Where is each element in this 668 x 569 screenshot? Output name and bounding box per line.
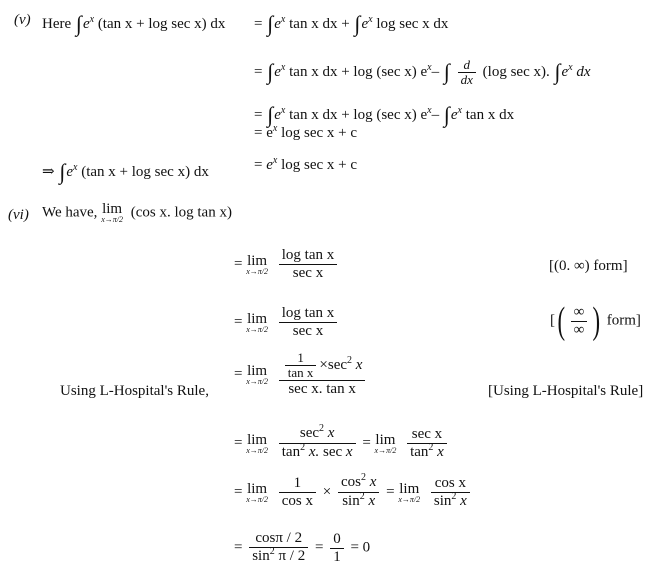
integral-sign-icon: ∫ xyxy=(443,59,450,84)
limit-operator: lim x→π/2 xyxy=(246,252,268,276)
integral-sign-icon: ∫ xyxy=(443,102,450,127)
integral-sign-icon: ∫ xyxy=(354,11,361,36)
fraction: $\frac{\infty}{\infty}$ xyxy=(571,304,588,339)
part-vi-step4: = lim x→π/2 $\frac{\sec^2 x}{\tan^2 x. \sec x}$ = lim x→π/2 $\frac{\text{sec x}}{\tan^2 x}$ xyxy=(234,425,450,462)
limit-operator: lim x→π/2 xyxy=(101,201,123,224)
limit-operator: lim x→π/2 xyxy=(246,431,268,455)
part-v-line2: = $\int e^x$ tan x dx + log (sec x) $e^x-$ ∫ $\frac{d}{dx}$ (log sec x). $\int e^x$ dx xyxy=(254,57,591,88)
part-vi-step3: = lim x→π/2 $\frac{1}{\text{tan x}}$ $\times\sec^2$ x sec x. tan x xyxy=(234,351,368,398)
part-v-line1-rhs: = $\int e^x$ tan x dx + $\int e^x$ log sec x dx xyxy=(254,11,449,36)
limit-operator: lim x→π/2 xyxy=(374,431,397,455)
integral-sign-icon: ∫ xyxy=(267,102,274,127)
fraction: $\frac{1}{\text{tan x}}$ xyxy=(285,351,317,380)
fraction: $\frac{\cos\pi / 2}{\sin^2 \pi / 2}$ xyxy=(249,530,308,566)
part-v-line1-lhs: Here $\int e^x$ (tan x + log sec x) dx xyxy=(42,11,226,36)
lhospital-note: [Using L-Hospital's Rule] xyxy=(488,383,644,399)
limit-operator: lim x→π/2 xyxy=(246,480,268,504)
integral-sign-icon: ∫ xyxy=(75,11,82,36)
integral-sign-icon: ∫ xyxy=(59,159,66,184)
fraction: $\frac{\text{sec x}}{\tan^2 x}$ xyxy=(407,426,447,462)
part-vi-step6: = $\frac{\cos\pi / 2}{\sin^2 \pi / 2}$ = $\frac{0}{1}$ = 0 xyxy=(234,530,371,565)
fraction: $\frac{\cos^2 x}{\sin^2 x}$ xyxy=(338,474,379,511)
form-zero-infinity: [(0. ∞) form] xyxy=(549,258,628,274)
part-v-final-rhs: = $e^x$ log sec x + c xyxy=(254,155,358,173)
limit-operator: lim x→π/2 xyxy=(398,480,421,504)
part-v-line4: = $e^x$ log sec x + c xyxy=(254,123,358,141)
derivative-fraction: $\frac{d}{dx}$ xyxy=(458,58,476,87)
part-vi-step2: = lim x→π/2 $\frac{\text{log tan x}}{\text{sec x}}$ xyxy=(234,305,340,340)
part-vi-intro: We have, lim x→π/2 (cos x. log tan x) xyxy=(42,201,232,224)
fraction: $\frac{1}{\text{cos x}}$ xyxy=(279,475,316,510)
implies-icon: ⇒ xyxy=(42,164,55,180)
compound-fraction: $\frac{1}{\text{tan x}}$ $\times\sec^2$ x sec x. tan x xyxy=(279,351,366,398)
part-vi-label: (vi) xyxy=(8,207,29,223)
integral-sign-icon: ∫ xyxy=(267,59,274,84)
fraction: $\frac{\text{log tan x}}{\text{sec x}}$ xyxy=(279,247,338,282)
integral-sign-icon: ∫ xyxy=(554,59,561,84)
part-vi-step1: = lim x→π/2 $\frac{\text{log tan x}}{\text{sec x}}$ xyxy=(234,247,340,282)
limit-operator: lim x→π/2 xyxy=(246,362,268,386)
part-v-final-lhs: ⇒ $\int e^x$ (tan x + log sec x) dx xyxy=(42,159,209,184)
integral-sign-icon: ∫ xyxy=(267,11,274,36)
part-vi-lhospital-label: Using L-Hospital's Rule, xyxy=(60,383,209,399)
form-infinity-over-infinity: [( $\frac{\infty}{\infty}$ ) form] xyxy=(550,300,641,342)
fraction: $\frac{\sec^2 x}{\tan^2 x. \sec x}$ xyxy=(279,425,356,462)
fraction: $\frac{\text{log tan x}}{\text{sec x}}$ xyxy=(279,305,338,340)
final-result: = 0 xyxy=(350,539,371,556)
fraction: $\frac{0}{1}$ xyxy=(330,531,344,566)
limit-operator: lim x→π/2 xyxy=(246,310,268,334)
part-v-line3: = $\int e^x$ tan x dx + log (sec x) $e^x-$ $\int e^x$ tan x dx xyxy=(254,102,515,127)
part-vi-step5: = lim x→π/2 $\frac{1}{\text{cos x}}$ × $\frac{\cos^2 x}{\sin^2 x}$ = lim x→π/2 $\frac{\text{cos x}}{\sin^2 x}$ xyxy=(234,474,473,511)
fraction: $\frac{\text{cos x}}{\sin^2 x}$ xyxy=(431,475,470,511)
part-v-label: (v) xyxy=(14,12,31,28)
